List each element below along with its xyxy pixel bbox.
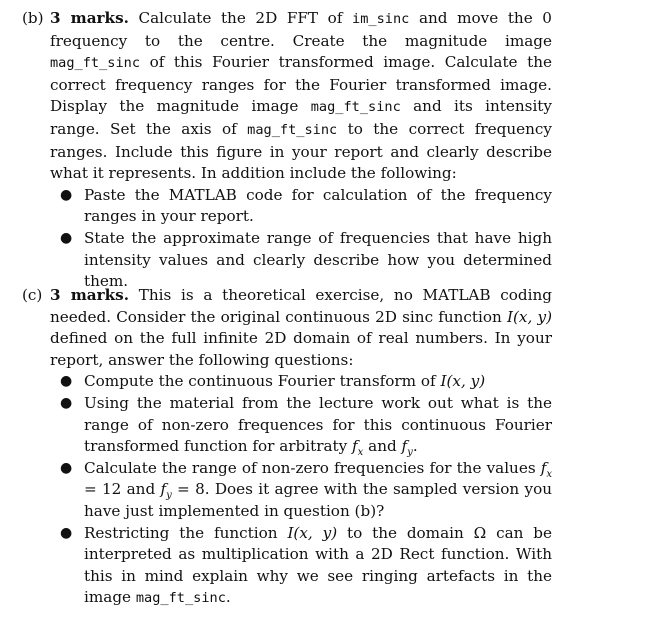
part-c bbox=[22, 285, 552, 610]
bullet-text: Compute the continuous Fourier transform of bbox=[84, 372, 441, 391]
part-b-marks: 3 marks. bbox=[50, 9, 129, 27]
bullet-text: Using the material from the lecture work out what is the range of non-zero frequences for this continuous Fourier transformed function for arbitraty bbox=[84, 393, 552, 456]
part-b-text-3: of this Fourier transformed image. Calculate the correct frequency ranges for the Fourier transformed image. Display the magnitude image bbox=[50, 53, 552, 116]
bullet-text: = 8. Does it agree with the sampled version you have just implemented in question (b)? bbox=[84, 480, 553, 520]
code-mag-ft-sinc: mag_ft_sinc bbox=[310, 99, 401, 116]
math-function: I(x, y) bbox=[440, 372, 486, 391]
bullet-icon: ● bbox=[60, 229, 73, 246]
bullet-text: . bbox=[412, 437, 418, 456]
math-var: f bbox=[540, 458, 547, 477]
bullet-text: to the domain Ω can be interpreted as multiplication with a 2D Rect function. With this in mind explain why we see ringing artefacts in the image bbox=[84, 523, 552, 607]
part-b-text-1: Calculate the 2D FFT of bbox=[128, 9, 353, 27]
math-var: f bbox=[352, 437, 358, 456]
math-var: f bbox=[160, 480, 167, 499]
bullet-icon: ● bbox=[60, 394, 73, 411]
part-b-paragraph bbox=[50, 8, 552, 185]
list-item bbox=[50, 371, 552, 393]
list-item bbox=[50, 458, 552, 523]
code-mag-ft-sinc: mag_ft_sinc bbox=[247, 121, 338, 138]
bullet-icon: ● bbox=[60, 186, 73, 203]
list-item bbox=[50, 228, 552, 293]
bullet-text: = 12 and bbox=[84, 480, 161, 499]
bullet-text: Calculate the range of non-zero frequencies for the values bbox=[84, 458, 541, 477]
math-var: f bbox=[401, 437, 408, 456]
part-b-label: (b) bbox=[22, 9, 44, 27]
list-item bbox=[50, 523, 552, 610]
part-c-bullet-list bbox=[50, 371, 552, 610]
code-mag-ft-sinc: mag_ft_sinc bbox=[135, 590, 226, 607]
part-c-text-2: defined on the full infinite 2D domain of real numbers. In your report, answer the following questions: bbox=[50, 329, 552, 369]
code-mag-ft-sinc: mag_ft_sinc bbox=[50, 55, 141, 72]
part-b-text-2: and move the 0 frequency to the centre. Create the magnitude image bbox=[50, 9, 552, 50]
part-c-text-1: This is a theoretical exercise, no MATLAB coding needed. Consider the original continuous 2D sinc function bbox=[50, 286, 552, 326]
math-sub: x bbox=[357, 447, 364, 459]
part-c-label: (c) bbox=[22, 286, 43, 304]
math-sub: y bbox=[407, 447, 413, 459]
math-sub: y bbox=[166, 490, 172, 502]
bullet-icon: ● bbox=[60, 373, 73, 390]
bullet-text: State the approximate range of frequencies that have high intensity values and clearly describe how you determined them. bbox=[84, 228, 552, 291]
part-b-text-4: and its intensity range. Set the axis of bbox=[50, 97, 552, 138]
part-c-paragraph bbox=[50, 285, 552, 371]
part-c-marks: 3 marks. bbox=[50, 286, 130, 304]
bullet-text: Paste the MATLAB code for calculation of the frequency ranges in your report. bbox=[84, 185, 552, 226]
bullet-icon: ● bbox=[60, 524, 73, 541]
bullet-text: . bbox=[225, 588, 231, 607]
code-im-sinc: im_sinc bbox=[352, 11, 410, 27]
math-function: I(x, y) bbox=[507, 307, 552, 326]
part-b-bullet-list bbox=[50, 185, 552, 293]
bullet-text: and bbox=[363, 437, 402, 456]
bullet-text: Restricting the function bbox=[84, 523, 288, 542]
list-item bbox=[50, 185, 552, 228]
bullet-icon: ● bbox=[60, 459, 73, 476]
math-sub: x bbox=[546, 468, 552, 480]
math-function: I(x, y) bbox=[287, 523, 338, 542]
part-b-text-5: to the correct frequency ranges. Include this figure in your report and clearly describe what it represents. In addition include the following: bbox=[50, 119, 552, 183]
part-b bbox=[22, 8, 552, 293]
list-item bbox=[50, 393, 552, 458]
